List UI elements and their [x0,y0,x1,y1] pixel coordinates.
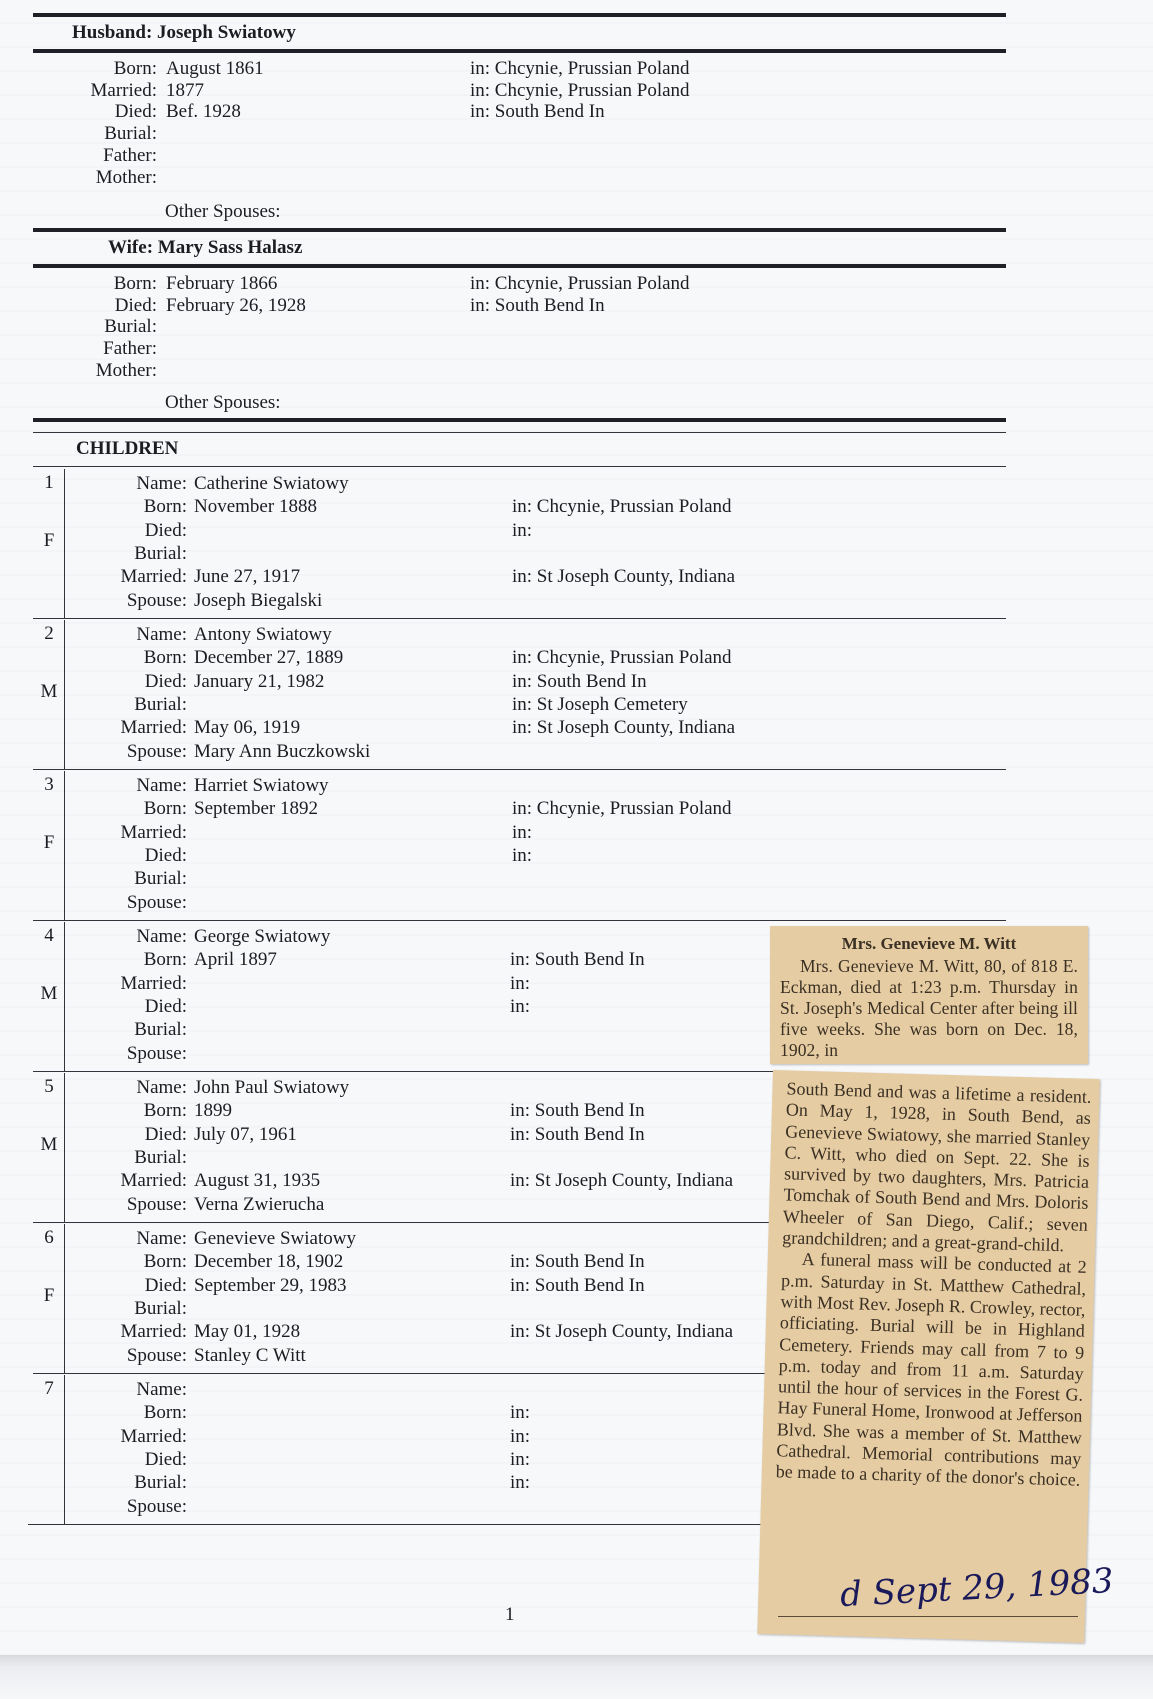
child-value: November 1888 [194,496,317,518]
child-value: August 31, 1935 [194,1170,321,1192]
child-place: in: St Joseph County, Indiana [512,717,736,739]
child-place: in: [512,821,533,843]
husband-label: Mother: [95,166,157,188]
child-label: Spouse: [126,1042,187,1064]
child-place: in: [512,519,533,541]
page-number: 1 [505,1604,515,1625]
child-value: Genevieve Swiatowy [194,1228,356,1249]
child-place: in: [510,995,531,1017]
child-place: in: South Bend In [510,1251,645,1273]
child-separator [33,769,1006,770]
child-label: Spouse: [126,1495,187,1517]
child-value: Catherine Swiatowy [194,473,349,494]
obituary-text-2: South Bend and was a lifetime a resident. On May 1, 1928, in South Bend, as Genevieve Swiatowy, she married Stanley C. Witt, who died on Sept. 22. She is survived by two daughters, Mrs. Patricia Tomchak of South Bend and Mrs. Doloris Wheeler of San Diego, Calif.; seven grandchildren; and a great-grand-child. [782,1078,1092,1256]
husband-label: Burial: [104,123,157,145]
husband-other-spouses: Other Spouses: [165,201,281,222]
child-value: 1899 [194,1100,232,1122]
wife-place: in: Chcynie, Prussian Poland [470,273,690,294]
child-value: Joseph Biegalski [194,589,323,611]
child-value: Harriet Swiatowy [194,775,329,796]
wife-value: February 1866 [166,273,278,294]
child-label: Burial: [134,868,187,890]
child-value: December 27, 1889 [194,647,344,669]
child-value: George Swiatowy [194,926,331,947]
child-label: Born: [143,798,187,820]
child-label: Spouse: [126,1344,187,1366]
wife-other-spouses: Other Spouses: [165,392,281,413]
child-label: Name: [136,926,187,947]
child-label: Born: [143,1402,187,1424]
child-place: in: St Joseph County, Indiana [510,1170,734,1192]
obituary-clipping-bottom [757,1070,1100,1643]
child-separator [28,1524,803,1525]
child-place: in: South Bend In [510,1123,645,1145]
child-label: Died: [144,844,187,866]
child-value: John Paul Swiatowy [194,1077,350,1098]
children-top-rule [33,418,1006,422]
child-number: 6 [44,1227,54,1248]
wife-top-rule [33,228,1006,232]
child-number: 1 [44,472,54,493]
child-column-divider [64,1073,65,1222]
child-label: Name: [136,624,187,645]
child-label: Married: [120,1425,187,1447]
child-place: in: [510,1402,531,1424]
child-separator [33,1071,793,1072]
child-value: May 06, 1919 [194,717,301,739]
husband-place: in: South Bend In [470,101,605,123]
child-column-divider [64,771,65,920]
child-number: 4 [44,925,54,946]
child-number: 7 [44,1378,54,1399]
child-separator [33,1222,793,1223]
wife-label: Died: [114,294,157,316]
child-place: in: Chcynie, Prussian Poland [512,647,732,669]
top-rule [33,13,1006,17]
child-column-divider [64,1375,65,1524]
obituary-clipping-top [770,926,1088,1064]
child-value: Stanley C Witt [194,1344,306,1366]
child-place: in: Chcynie, Prussian Poland [512,798,732,820]
child-label: Name: [136,1228,187,1249]
husband-value: August 1861 [166,58,264,79]
wife-label: Burial: [104,316,157,338]
child-label: Married: [120,1170,187,1192]
child-place: in: [512,844,533,866]
child-label: Spouse: [126,891,187,913]
husband-rule [33,49,1006,53]
child-label: Burial: [134,1472,187,1494]
child-label: Burial: [134,542,187,564]
children-heading: CHILDREN [76,438,179,459]
child-value: September 1892 [194,798,319,820]
child-number: 5 [44,1076,54,1097]
child-label: Married: [120,972,187,994]
child-label: Died: [144,1448,187,1470]
husband-value: Bef. 1928 [166,101,241,123]
scan-bottom-edge [0,1655,1153,1699]
child-label: Spouse: [126,1193,187,1215]
wife-heading: Wife: Mary Sass Halasz [108,237,303,258]
child-label: Name: [136,1379,187,1400]
child-label: Name: [136,1077,187,1098]
child-value: December 18, 1902 [194,1251,344,1273]
husband-label: Died: [114,101,157,123]
child-place: in: South Bend In [510,1100,645,1122]
signature-line [778,1616,1078,1617]
child-label: Married: [120,821,187,843]
child-label: Born: [143,1251,187,1273]
child-value: June 27, 1917 [194,566,301,588]
child-label: Married: [120,1321,187,1343]
child-label: Married: [120,566,187,588]
child-place: in: Chcynie, Prussian Poland [512,496,732,518]
child-label: Died: [144,1123,187,1145]
child-place: in: St Joseph County, Indiana [512,566,736,588]
child-place: in: South Bend In [510,1274,645,1296]
children-header-rule [33,466,1006,467]
wife-value: February 26, 1928 [166,294,306,316]
child-value: April 1897 [194,949,277,971]
child-label: Burial: [134,1146,187,1168]
child-label: Burial: [134,1297,187,1319]
child-separator [33,1373,793,1374]
child-label: Died: [144,995,187,1017]
child-label: Born: [143,496,187,518]
child-value: September 29, 1983 [194,1274,347,1296]
child-sex: F [43,832,55,853]
child-place: in: [510,972,531,994]
child-label: Born: [143,647,187,669]
wife-label: Born: [113,273,157,294]
wife-rule [33,264,1006,268]
husband-heading: Husband: Joseph Swiatowy [72,22,296,43]
husband-label: Father: [103,144,157,166]
child-label: Died: [144,1274,187,1296]
child-place: in: St Joseph County, Indiana [510,1321,734,1343]
child-label: Name: [136,775,187,796]
child-column-divider [64,922,65,1071]
child-label: Died: [144,670,187,692]
husband-value: 1877 [166,79,204,101]
obituary-text-3: A funeral mass will be conducted at 2 p.m. Saturday in St. Matthew Cathedral, with Most Rev. Joseph R. Crowley, rector, officiating. Burial will be in Highland Cemetery. Friends may call from 7 to 9 p.m. today and from 11 a.m. Saturday until the hour of services in the Forest G. Hay Funeral Home, Ironwood at Jefferson Blvd. She was a member of St. Matthew Cathedral. Memorial contributions may be made to a charity of the donor's choice. [775,1249,1087,1491]
child-label: Burial: [134,1019,187,1041]
child-value: July 07, 1961 [194,1123,297,1145]
child-separator [33,920,1006,921]
child-sex: F [43,1285,55,1306]
child-value: Mary Ann Buczkowski [194,740,371,762]
child-place: in: South Bend In [512,670,647,692]
child-column-divider [64,1224,65,1373]
child-label: Born: [143,1100,187,1122]
husband-label: Born: [113,58,157,79]
child-number: 2 [44,623,54,644]
child-value: May 01, 1928 [194,1321,301,1343]
child-place: in: [510,1472,531,1494]
child-place: in: St Joseph Cemetery [512,693,688,715]
child-value: Antony Swiatowy [194,624,332,645]
child-sex: F [43,530,55,551]
obituary-title: Mrs. Genevieve M. Witt [841,934,1017,953]
child-label: Married: [120,717,187,739]
wife-label: Mother: [95,359,157,381]
child-place: in: South Bend In [510,949,645,971]
child-place: in: [510,1425,531,1447]
child-column-divider [64,469,65,618]
obituary-text-1: Mrs. Genevieve M. Witt, 80, of 818 E. Eckman, died at 1:23 p.m. Thursday in St. Joseph's Medical Center after being ill five weeks. She was born on Dec. 18, 1902, in [780,956,1078,1060]
child-value: Verna Zwierucha [194,1193,325,1215]
child-label: Born: [143,949,187,971]
child-value: January 21, 1982 [194,670,325,692]
child-number: 3 [44,774,54,795]
husband-place: in: Chcynie, Prussian Poland [470,58,690,79]
wife-place: in: South Bend In [470,294,605,316]
child-sex: M [40,983,58,1004]
child-label: Spouse: [126,740,187,762]
husband-label: Married: [90,79,157,101]
child-label: Died: [144,519,187,541]
child-separator [33,618,1006,619]
children-thin-rule [33,432,1006,433]
child-place: in: [510,1448,531,1470]
handwritten-date: d Sept 29, 1983 [839,1560,1115,1616]
wife-label: Father: [103,338,157,360]
child-label: Burial: [134,693,187,715]
child-sex: M [40,1134,58,1155]
husband-place: in: Chcynie, Prussian Poland [470,79,690,101]
child-label: Spouse: [126,589,187,611]
child-label: Name: [136,473,187,494]
child-sex: M [40,681,58,702]
child-column-divider [64,620,65,769]
